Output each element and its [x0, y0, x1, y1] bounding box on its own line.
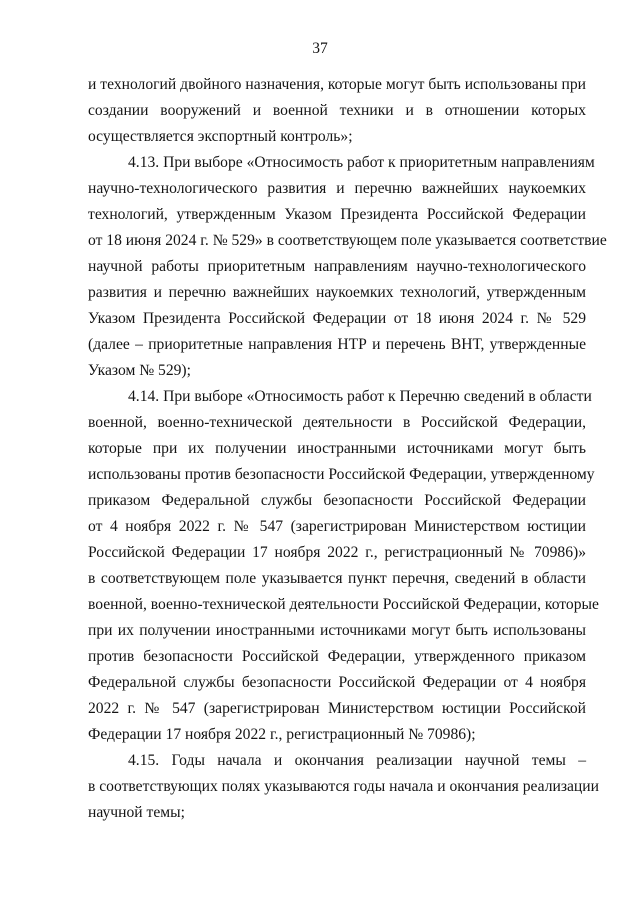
text-line: развития и перечню важнейших наукоемких технологий, утвержденным	[88, 284, 586, 301]
text-line: создании вооружений и военной техники и в отношении которых	[88, 102, 586, 119]
text-line: Федерации 17 ноября 2022 г., регистрационный № 70986);	[88, 726, 476, 743]
text-line: (далее – приоритетные направления НТР и перечень ВНТ, утвержденные	[88, 336, 586, 353]
text-line: в соответствующих полях указываются годы начала и окончания реализации	[88, 778, 599, 795]
text-line: военной, военно-технической деятельности Российской Федерации, которые	[88, 596, 599, 613]
text-line: которые при их получении иностранными источниками могут быть	[88, 440, 586, 457]
text-line: использованы против безопасности Российской Федерации, утвержденному	[88, 466, 595, 483]
text-line: осуществляется экспортный контроль»;	[88, 128, 353, 145]
paragraph-4-14-first-line: 4.14. При выборе «Относимость работ к Перечню сведений в области	[128, 388, 592, 405]
text-line: технологий, утвержденным Указом Президента Российской Федерации	[88, 206, 586, 223]
text-line: Российской Федерации 17 ноября 2022 г., регистрационный № 70986)»	[88, 544, 586, 561]
text-line: научной работы приоритетным направлениям научно-технологического	[88, 258, 586, 275]
page-number: 37	[312, 40, 328, 57]
text-line: от 18 июня 2024 г. № 529» в соответствующем поле указывается соответствие	[88, 232, 607, 249]
text-line: научной темы;	[88, 804, 185, 821]
text-line: Указом Президента Российской Федерации от 18 июня 2024 г. № 529	[88, 310, 586, 327]
text-line: от 4 ноября 2022 г. № 547 (зарегистрирован Министерством юстиции	[88, 518, 586, 535]
text-line: против безопасности Российской Федерации, утвержденного приказом	[88, 648, 586, 665]
text-line: 2022 г. № 547 (зарегистрирован Министерством юстиции Российской	[88, 700, 586, 717]
text-line: Федеральной службы безопасности Российской Федерации от 4 ноября	[88, 674, 586, 691]
text-line: в соответствующем поле указывается пункт перечня, сведений в области	[88, 570, 586, 587]
text-line: научно-технологического развития и перечню важнейших наукоемких	[88, 180, 586, 197]
text-line: при их получении иностранными источниками могут быть использованы	[88, 622, 586, 639]
paragraph-4-15-first-line: 4.15. Годы начала и окончания реализации научной темы –	[128, 752, 586, 769]
text-line: военной, военно-технической деятельности в Российской Федерации,	[88, 414, 586, 431]
paragraph-4-13-first-line: 4.13. При выборе «Относимость работ к приоритетным направлениям	[128, 154, 595, 171]
text-line: приказом Федеральной службы безопасности Российской Федерации	[88, 492, 586, 509]
text-line: и технологий двойного назначения, которые могут быть использованы при	[88, 76, 586, 93]
text-line: Указом № 529);	[88, 362, 191, 379]
